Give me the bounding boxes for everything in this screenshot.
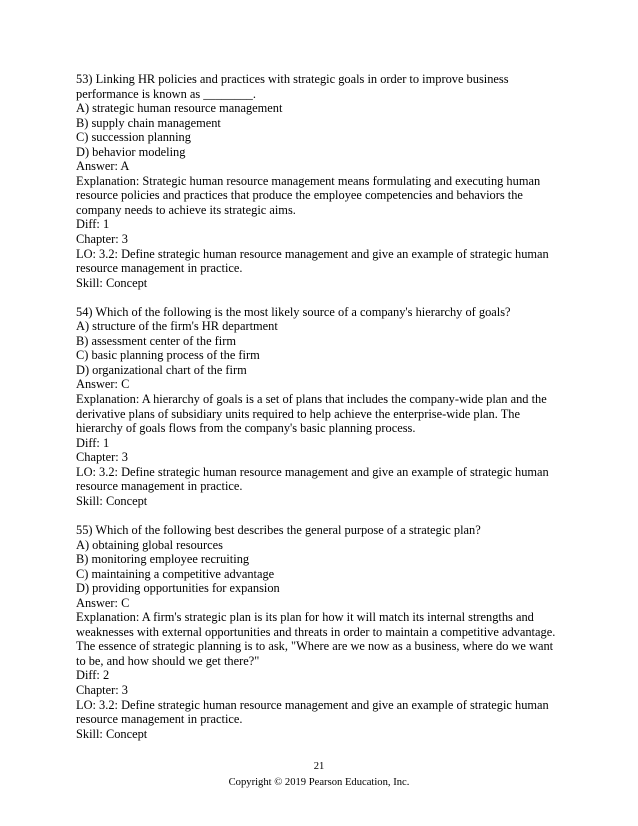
question-stem: 53) Linking HR policies and practices with strategic goals in order to improve business — [76, 72, 509, 86]
answer-option: B) supply chain management — [76, 115, 221, 130]
explanation: hierarchy of goals flows from the company's basic planning process. — [76, 421, 416, 436]
page-content — [76, 72, 576, 741]
explanation: resource policies and practices that produce the employee competencies and behaviors the — [76, 188, 523, 203]
answer-option: B) assessment center of the firm — [76, 333, 236, 348]
explanation: derivative plans of subsidiary units required to help achieve the enterprise-wide plan. The — [76, 406, 520, 421]
answer-option: B) monitoring employee recruiting — [76, 552, 250, 567]
explanation: Explanation: A firm's strategic plan is its plan for how it will match its internal strengths and — [76, 610, 534, 625]
explanation: weaknesses with external opportunities and threats in order to maintain a competitive advantage. — [76, 624, 556, 639]
explanation: Explanation: A hierarchy of goals is a set of plans that includes the company-wide plan and the — [76, 392, 547, 407]
answer-key: Answer: C — [76, 595, 130, 610]
explanation: company needs to achieve its strategic aims. — [76, 202, 296, 217]
answer-option: C) maintaining a competitive advantage — [76, 566, 275, 581]
difficulty: Diff: 1 — [76, 435, 110, 450]
question-55 — [76, 523, 576, 741]
difficulty: Diff: 2 — [76, 668, 110, 683]
question-stem: 55) Which of the following best describes the general purpose of a strategic plan? — [76, 522, 481, 537]
answer-key: Answer: C — [76, 377, 130, 392]
answer-option: D) behavior modeling — [76, 144, 186, 159]
answer-option: A) obtaining global resources — [76, 537, 223, 552]
explanation: Explanation: Strategic human resource management means formulating and executing human — [76, 173, 541, 188]
explanation: to be, and how should we get there?" — [76, 653, 260, 668]
question-stem: performance is known as ________. — [76, 86, 256, 101]
answer-option: D) providing opportunities for expansion — [76, 581, 280, 596]
answer-option: A) strategic human resource management — [76, 101, 283, 116]
skill: Skill: Concept — [76, 726, 148, 741]
learning-objective: LO: 3.2: Define strategic human resource management and give an example of strategic human — [76, 464, 549, 479]
learning-objective: resource management in practice. — [76, 261, 243, 276]
learning-objective: LO: 3.2: Define strategic human resource management and give an example of strategic human — [76, 246, 549, 261]
copyright-notice: Copyright © 2019 Pearson Education, Inc. — [228, 777, 410, 788]
question-54 — [76, 305, 576, 509]
learning-objective: resource management in practice. — [76, 712, 243, 727]
answer-option: C) basic planning process of the firm — [76, 348, 260, 363]
skill: Skill: Concept — [76, 493, 148, 508]
answer-option: C) succession planning — [76, 130, 191, 145]
learning-objective: resource management in practice. — [76, 479, 243, 494]
question-stem: 54) Which of the following is the most likely source of a company's hierarchy of goals? — [76, 304, 511, 319]
explanation: The essence of strategic planning is to ask, "Where are we now as a business, where do we want — [76, 639, 554, 654]
difficulty: Diff: 1 — [76, 217, 110, 232]
chapter: Chapter: 3 — [76, 682, 128, 697]
question-53 — [76, 72, 576, 290]
learning-objective: LO: 3.2: Define strategic human resource management and give an example of strategic human — [76, 697, 549, 712]
chapter: Chapter: 3 — [76, 450, 128, 465]
answer-key: Answer: A — [76, 159, 130, 174]
answer-option: D) organizational chart of the firm — [76, 362, 247, 377]
skill: Skill: Concept — [76, 275, 148, 290]
answer-option: A) structure of the firm's HR department — [76, 319, 278, 334]
chapter: Chapter: 3 — [76, 232, 128, 247]
page-number: 21 — [313, 761, 325, 772]
